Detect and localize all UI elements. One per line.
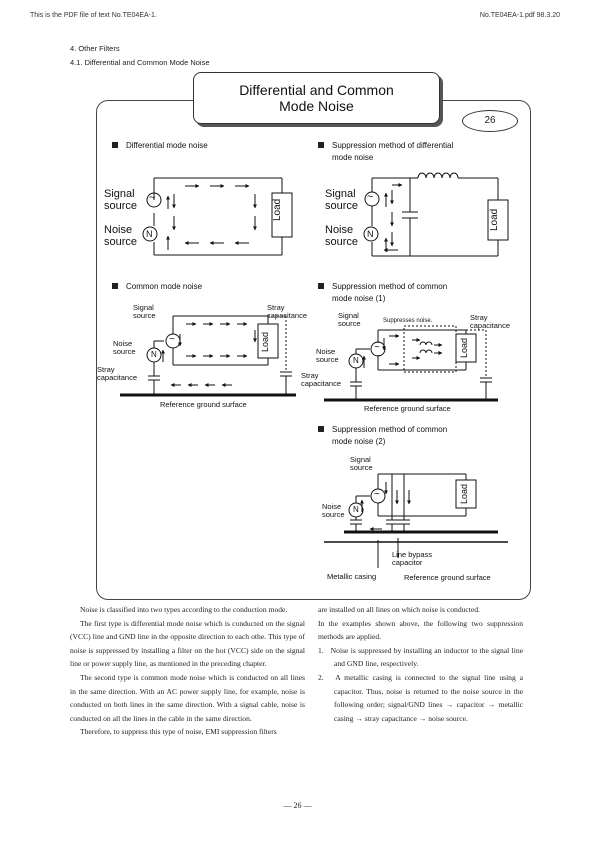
scm1-load-label: Load [459,337,469,358]
body-paragraph: The first type is differential mode noise which is conducted on the signal (VCC) line and GND line in the opposite direction to each othe. This type of noise is suppressed by installing a filter on the hot (VCC) side on the signal line or power supply line, as mentioned in the preceding chapter. [70,618,305,669]
body-paragraph: In the examples shown above, the following two suppression methods are applied. [318,618,523,642]
cm-signal-label: Signal source [133,303,156,320]
page-badge: 26 [462,110,518,132]
cm-stray-left-label: Stray capacitance [97,365,138,382]
body-paragraph: Noise is classified into two types according to the conduction mode. [80,605,288,614]
body-left-column [70,603,305,739]
bullet-square [318,142,324,148]
dm-tilde-symbol: ~ [149,192,156,204]
figure-title-line1: Differential and Common [239,82,394,98]
bullet-square [112,142,118,148]
list-number: 2. [318,672,324,682]
caption-sup-dm: Suppression method of differential mode noise [318,140,453,164]
list-item [318,644,523,671]
list-number: 1. [318,645,324,655]
scm2-tilde-symbol: ~ [374,489,380,500]
caption-sup-cm2: Suppression method of common mode noise (2) [318,424,447,448]
sdm-tilde-symbol: ~ [367,191,374,203]
scm1-suppresses-label: Suppresses noise. [383,318,433,324]
scm1-n-symbol: N [353,356,359,365]
caption-sup-cm1: Suppression method of common mode noise (1) [318,281,447,305]
scm2-ground-label: Reference ground surface [404,573,491,582]
scm2-noise-label: Noise source [322,502,345,519]
sdm-signal-label: Signal source [325,188,359,212]
scm2-bypass-label: Line bypass capacitor [392,550,433,567]
cm-noise-label: Noise source [113,339,136,356]
body-right-column [318,603,523,725]
scm1-tilde-symbol: ~ [374,342,380,353]
list-item [318,671,523,725]
scm2-metallic-label: Metallic casing [327,572,377,581]
sdm-n-symbol: N [367,229,374,239]
sdm-load-label: Load [489,208,500,231]
scm2-load-label: Load [459,483,469,504]
dm-circuit [154,178,282,255]
figure-title-box [193,72,440,124]
figure-title [194,82,439,114]
dm-signal-label: Signal source [104,188,138,212]
scm1-stray-right-label: Stray capacitance [470,313,511,330]
dm-load-label: Load [272,198,283,221]
scm2-signal-label: Signal source [350,455,373,472]
bullet-square [112,283,118,289]
figure-title-line2: Mode Noise [279,98,354,114]
bullet-square [318,283,324,289]
bullet-square [318,426,324,432]
scm1-signal-label: Signal source [338,311,361,328]
cm-tilde-symbol: ~ [169,334,175,345]
scm1-ground-label: Reference ground surface [364,404,451,413]
cm-load-label: Load [260,331,270,352]
list-text: Noise is suppressed by installing an inductor to the signal line and GND line, respectively. [330,645,523,669]
list-text: A metallic casing is connected to the signal line using a capacitor. Thus, noise is returned to the noise source in the following order; signal/GND lines → capacitor → metallic casing → stray capacitance → noise source. [334,672,523,723]
page-number: — 26 — [283,801,312,810]
section-title: 4. Other Filters [70,44,120,53]
cm-n-symbol: N [151,350,157,359]
header-left: This is the PDF file of text No.TE04EA-1. [30,12,157,19]
body-paragraph: The second type is common mode noise which is conducted on all lines in the same direction. With an AC power supply line, for example, noise is conducted on both lines in the same direction. With a signal cable, noise is conducted on all the lines in the cable in the same direction. [70,672,305,723]
header-right: No.TE04EA-1.pdf 98.3.20 [479,12,560,19]
cm-ground-label: Reference ground surface [160,400,247,409]
body-paragraph: are installed on all lines on which noise is conducted. [318,605,480,614]
scm1-noise-label: Noise source [316,347,339,364]
section-subtitle: 4.1. Differential and Common Mode Noise [70,58,210,67]
sdm-noise-label: Noise source [325,224,359,248]
scm1-stray-left-label: Stray capacitance [301,371,342,388]
cm-stray-right-label: Stray capacitance [267,303,308,320]
scm2-n-symbol: N [353,505,359,514]
caption-dm: Differential mode noise [112,140,208,152]
body-paragraph: Therefore, to suppress this type of noise, EMI suppression filters [80,727,277,737]
caption-cm: Common mode noise [112,281,202,293]
sdm-circuit [372,173,498,256]
dm-n-symbol: N [146,229,153,239]
dm-noise-label: Noise source [104,224,138,248]
